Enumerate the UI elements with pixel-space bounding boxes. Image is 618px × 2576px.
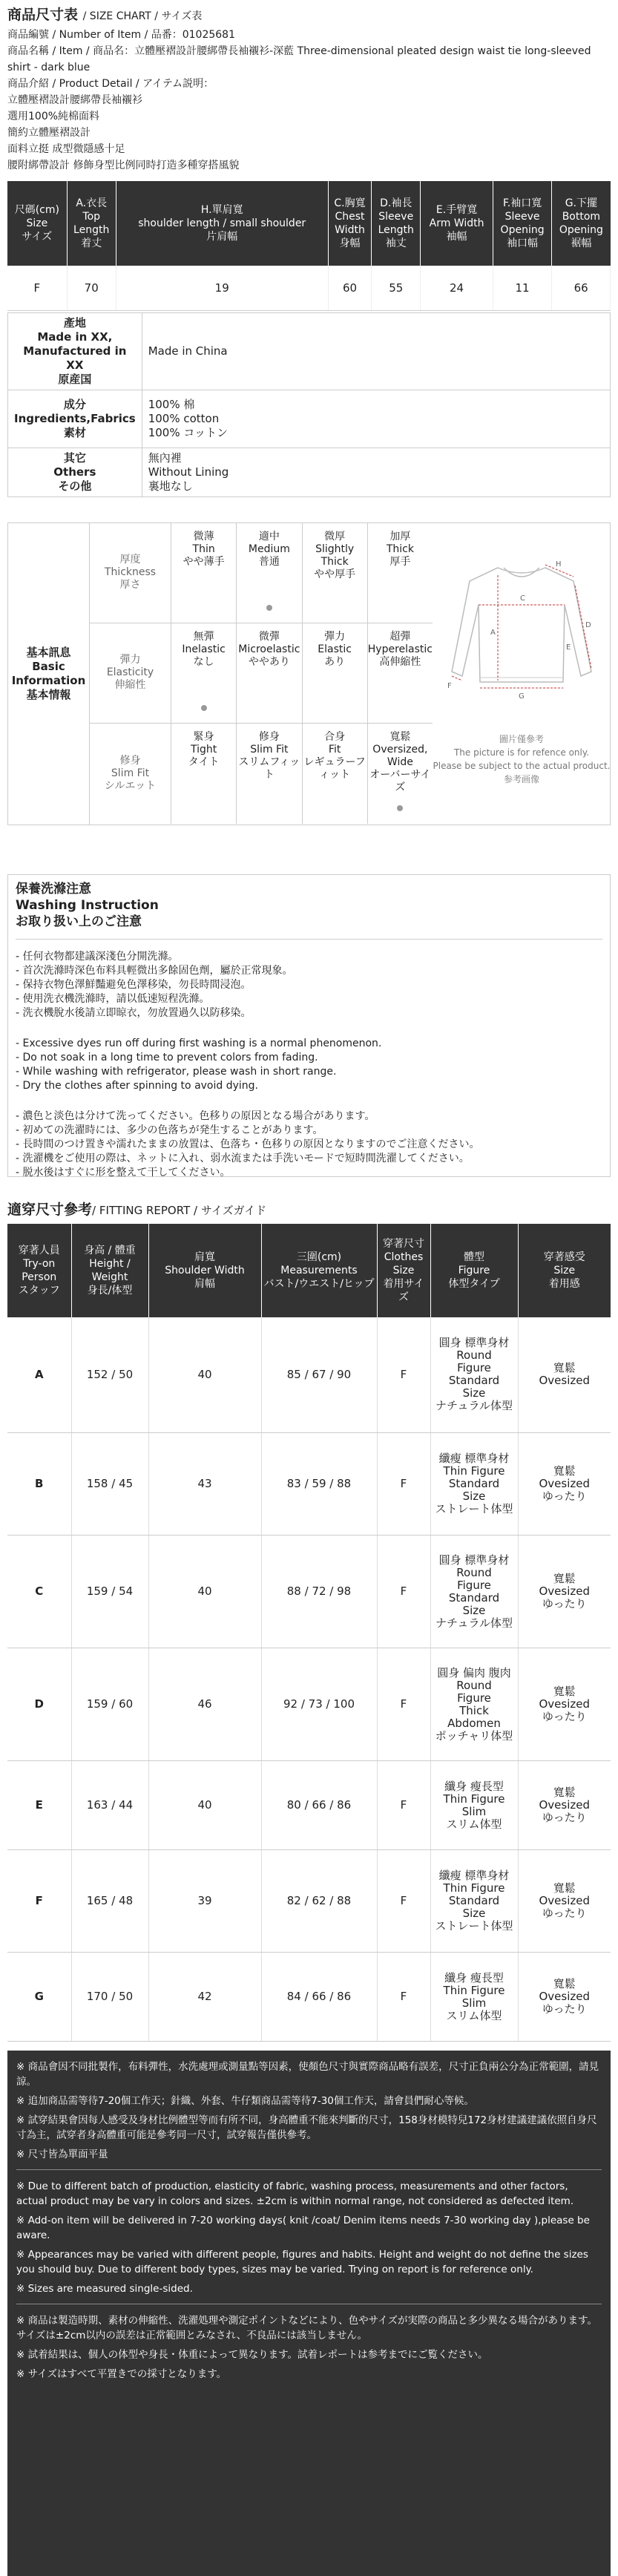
size-table-header-row <box>7 181 611 266</box>
fitting-cell: F <box>377 1648 430 1761</box>
size-table-header: 尺碼(cm) Size サイズ <box>7 181 67 266</box>
product-info-section <box>0 0 618 174</box>
washing-line: - Do not soak in a long time to prevent colors from fading. <box>16 1051 318 1063</box>
fitting-cell: 88 / 72 / 98 <box>261 1536 377 1648</box>
item-number: 商品編號 / Number of Item / 品番：01025681 <box>7 29 235 41</box>
washing-line: - 脱水後はすぐに形を整えて干してください。 <box>16 1166 231 1179</box>
fitting-cell: 寬鬆 Ovesized ゆったり <box>518 1536 611 1648</box>
table-row <box>7 1850 611 1953</box>
note-line: ※ 商品會因不同批製作，布料彈性，水洗處理或測量點等因素，使顏色尺寸與實際商品略有誤差，尺寸正負兩公分為正常範圍，請見諒。 <box>16 2061 599 2088</box>
table-row <box>7 1317 611 1433</box>
washing-line: - Dry the clothes after spinning to avoid dying. <box>16 1079 258 1092</box>
fitting-cell: B <box>7 1433 71 1536</box>
basic-info-option: 合身 Fit レギュラーフィット <box>303 724 368 824</box>
fitting-cell: 84 / 66 / 86 <box>261 1953 377 2042</box>
size-table-header: D.袖長 Sleeve Length 袖丈 <box>372 181 421 266</box>
basic-info-option: 微厚 Slightly Thick やや厚手 <box>303 523 368 623</box>
size-cell: 60 <box>328 266 372 310</box>
table-row <box>7 1761 611 1850</box>
fitting-cell: 80 / 66 / 86 <box>261 1761 377 1850</box>
fitting-cell: 40 <box>148 1536 261 1648</box>
garment-figure <box>433 523 611 825</box>
fitting-cell: 85 / 67 / 90 <box>261 1317 377 1433</box>
table-row <box>7 1648 611 1761</box>
size-table-header: G.下擺 Bottom Opening 裾幅 <box>552 181 611 266</box>
fitting-cell: F <box>377 1850 430 1953</box>
basic-info-option: 微薄 Thin やや薄手 <box>171 523 237 623</box>
washing-line: - 初めての洗濯時には、多少の色落ちが発生することがあります。 <box>16 1124 323 1136</box>
product-detail-item: 面料立挺 成型微隱感十足 <box>7 143 125 155</box>
basic-info-row-head: 修身 Slim Fit シルエット <box>90 724 171 824</box>
basic-info-option: 寬鬆 Oversized, Wide オーバーサイズ <box>368 724 433 824</box>
fitting-cell: 纖瘦 標準身材 Thin Figure Standard Size ストレート体型 <box>430 1850 518 1953</box>
fitting-cell: G <box>7 1953 71 2042</box>
basic-info-option: 緊身 Tight タイト <box>171 724 237 824</box>
selected-indicator-icon <box>201 705 207 711</box>
washing-line: - Excessive dyes run off during first washing is a normal phenomenon. <box>16 1037 382 1049</box>
fitting-cell: 159 / 54 <box>71 1536 148 1648</box>
washing-en <box>16 1037 602 1093</box>
table-row <box>7 1433 611 1536</box>
fitting-cell: 83 / 59 / 88 <box>261 1433 377 1536</box>
fitting-cell: 寬鬆 Ovesized ゆったり <box>518 1433 611 1536</box>
fitting-cell: F <box>7 1850 71 1953</box>
product-detail-item: 立體壓褶設計腰綁帶長袖襯衫 <box>7 94 142 106</box>
note-line: ※ 商品は製造時期、素材の伸縮性、洗濯処理や測定ポイントなどにより、色やサイズが実際の商品と多少異なる場合があります。サイズは±2cm以内の誤差は正常範囲とみなされ、不良品には該当しません。 <box>16 2315 597 2341</box>
note-line: ※ 試着結果は、個人の体型や身長・体重によって異なります。試着レポートは参考までにご覧ください。 <box>16 2349 488 2361</box>
materials-value: 無內裡 Without Lining 裏地なし <box>142 448 610 496</box>
size-cell: F <box>7 266 67 310</box>
fitting-cell: 92 / 73 / 100 <box>261 1648 377 1761</box>
fitting-cell: 43 <box>148 1433 261 1536</box>
basic-info-option: 微彈 Microelastic ややあり <box>237 623 302 723</box>
basic-info-row-head: 厚度 Thickness 厚さ <box>90 523 171 623</box>
washing-ja <box>16 1110 602 1180</box>
product-detail-item: 簡約立體壓褶設計 <box>7 127 91 139</box>
fitting-cell: 165 / 48 <box>71 1850 148 1953</box>
washing-line: - 洗衣機脫水後請立即晾衣，勿放置過久以防移染。 <box>16 1006 252 1019</box>
size-cell: 70 <box>67 266 116 310</box>
fitting-cell: F <box>377 1953 430 2042</box>
fitting-table-header: 體型 Figure 体型タイプ <box>430 1224 518 1317</box>
basic-info-row <box>90 523 433 623</box>
basic-info-option: 彈力 Elastic あり <box>303 623 368 723</box>
notes-zh <box>16 2059 602 2162</box>
washing-line: - While washing with refrigerator, please wash in short range. <box>16 1065 337 1078</box>
notes-section <box>7 2051 611 2576</box>
basic-info-section <box>7 522 611 825</box>
basic-info-option: 修身 Slim Fit スリムフィット <box>237 724 302 824</box>
materials-row <box>8 312 611 390</box>
svg-text:G: G <box>519 692 525 701</box>
size-table-header: A.衣長 Top Length 着丈 <box>67 181 116 266</box>
fitting-cell: F <box>377 1317 430 1433</box>
size-table-header: E.手臂寬 Arm Width 袖幅 <box>421 181 493 266</box>
note-line: ※ Sizes are measured single-sided. <box>16 2283 193 2295</box>
fitting-cell: 163 / 44 <box>71 1761 148 1850</box>
basic-info-row-head: 彈力 Elasticity 伸縮性 <box>90 623 171 723</box>
size-cell: 11 <box>493 266 551 310</box>
fitting-cell: 152 / 50 <box>71 1317 148 1433</box>
selected-indicator-icon <box>266 605 272 611</box>
materials-label: 其它 Others その他 <box>8 448 142 496</box>
fitting-cell: C <box>7 1536 71 1648</box>
size-cell: 19 <box>116 266 328 310</box>
fitting-cell: A <box>7 1317 71 1433</box>
size-chart-title: 商品尺寸表 / SIZE CHART / サイズ表 <box>7 7 203 23</box>
fitting-cell: 40 <box>148 1317 261 1433</box>
fitting-cell: 寬鬆 Ovesized ゆったり <box>518 1850 611 1953</box>
svg-text:C: C <box>520 594 525 603</box>
fitting-cell: 寬鬆 Ovesized <box>518 1317 611 1433</box>
basic-info-option: 加厚 Thick 厚手 <box>386 530 414 568</box>
svg-text:E: E <box>566 643 571 652</box>
selected-indicator-icon <box>397 805 403 811</box>
materials-label: 產地 Made in XX, Manufactured in XX 原産国 <box>8 312 142 390</box>
basic-info-row <box>90 623 433 724</box>
size-cell: 24 <box>421 266 493 310</box>
washing-title: 保養洗滌注意 Washing Instruction お取り扱い上のご注意 <box>16 881 159 929</box>
fitting-cell: 寬鬆 Ovesized ゆったり <box>518 1648 611 1761</box>
materials-value: Made in China <box>142 312 610 390</box>
size-cell: 66 <box>552 266 611 310</box>
fitting-cell: 圓身 偏肉 腹肉 Round Figure Thick Abdomen ポッチャリ体型 <box>430 1648 518 1761</box>
fitting-table-header: 三圍(cm) Measurements バスト/ウエスト/ヒップ <box>261 1224 377 1317</box>
figure-caption: 圖片僅參考 The picture is for refence only. Please be subject to the actual product. 参考画像 <box>433 733 611 784</box>
washing-line: - 任何衣物都建議深淺色分開洗滌。 <box>16 950 179 963</box>
sweatshirt-diagram-icon <box>433 523 611 731</box>
fitting-cell: 40 <box>148 1761 261 1850</box>
fitting-table-header: 穿著人員 Try-on Person スタッフ <box>7 1224 71 1317</box>
svg-text:D: D <box>585 620 591 629</box>
materials-row <box>8 448 611 496</box>
fitting-table-header-row <box>7 1224 611 1317</box>
fitting-cell: 39 <box>148 1850 261 1953</box>
basic-info-option: 無彈 Inelastic なし <box>171 623 237 723</box>
fitting-cell: F <box>377 1761 430 1850</box>
note-line: ※ 尺寸皆為單面平量 <box>16 2149 108 2160</box>
product-detail-list <box>7 92 611 174</box>
washing-zh <box>16 950 602 1020</box>
fitting-cell: 170 / 50 <box>71 1953 148 2042</box>
washing-line: - 濃色と淡色は分けて洗ってください。色移りの原因となる場合があります。 <box>16 1110 375 1122</box>
fitting-cell: D <box>7 1648 71 1761</box>
size-table-header: H.單肩寬 shoulder length / small shoulder 片肩幅 <box>116 181 328 266</box>
basic-info-label: 基本訊息 Basic Information 基本情報 <box>8 523 90 825</box>
washing-instruction-section <box>7 874 611 1177</box>
fitting-cell: 纖瘦 標準身材 Thin Figure Standard Size ストレート体型 <box>430 1433 518 1536</box>
table-row <box>7 266 611 310</box>
fitting-cell: 42 <box>148 1953 261 2042</box>
fitting-cell: F <box>377 1536 430 1648</box>
fitting-cell: 圓身 標準身材 Round Figure Standard Size ナチュラル体型 <box>430 1536 518 1648</box>
size-table-header: C.胸寬 Chest Width 身幅 <box>328 181 372 266</box>
svg-text:H: H <box>556 560 562 568</box>
fitting-cell: 圓身 標準身材 Round Figure Standard Size ナチュラル体型 <box>430 1317 518 1433</box>
fitting-cell: 纖身 瘦長型 Thin Figure Slim スリム体型 <box>430 1953 518 2042</box>
notes-ja <box>16 2313 602 2382</box>
note-line: ※ Due to different batch of production, elasticity of fabric, washing process, measurements and other factors, actual product may be vary in colors and sizes. ±2cm is within normal range, not considered as defected item. <box>16 2180 574 2207</box>
fitting-cell: 寬鬆 Ovesized ゆったり <box>518 1953 611 2042</box>
size-table-header: F.袖口寬 Sleeve Opening 袖口幅 <box>493 181 551 266</box>
note-line: ※ サイズはすべて平置きでの採寸となります。 <box>16 2368 227 2380</box>
washing-line: - 首次洗滌時深色布料具輕微出多餘固色劑，屬於正常現象。 <box>16 964 293 977</box>
materials-label: 成分 Ingredients,Fabrics 素材 <box>8 390 142 448</box>
washing-line: - 使用洗衣機洗滌時，請以低速短程洗滌。 <box>16 992 210 1005</box>
product-detail-item: 選用100%純棉面料 <box>7 111 100 122</box>
table-row <box>7 1536 611 1648</box>
fitting-table-header: 肩寬 Shoulder Width 肩幅 <box>148 1224 261 1317</box>
svg-text:F: F <box>447 681 452 690</box>
table-row <box>7 1953 611 2042</box>
fitting-cell: F <box>377 1433 430 1536</box>
fitting-report-title: 適穿尺寸參考/ FITTING REPORT / サイズガイド <box>7 1201 267 1218</box>
basic-info-option: 超彈 Hyperelastic 高伸縮性 <box>367 630 433 668</box>
note-line: ※ Add-on item will be delivered in 7-20 working days( knit /coat/ Denim items needs 7-30 working day ),please be aware. <box>16 2215 590 2241</box>
notes-en <box>16 2179 602 2296</box>
fitting-table-header: 身高 / 體重 Height / Weight 身長/体型 <box>71 1224 148 1317</box>
fitting-table <box>7 1224 611 2042</box>
fitting-cell: 82 / 62 / 88 <box>261 1850 377 1953</box>
fitting-table-header: 穿著感受 Size 着用感 <box>518 1224 611 1317</box>
fitting-cell: 158 / 45 <box>71 1433 148 1536</box>
fitting-table-header: 穿著尺寸 Clothes Size 着用サイズ <box>377 1224 430 1317</box>
materials-row <box>8 390 611 448</box>
item-name: 商品名稱 / Item / 商品名：立體壓褶設計腰綁帶長袖襯衫-深藍 Three-dimensional pleated design waist tie long-sleeved shirt - dark blue <box>7 45 591 73</box>
note-line: ※ Appearances may be varied with different people, figures and habits. Height and weight do not define the sizes you should buy. Due to different body types, sizes may be varied. Trying on report is for reference only. <box>16 2249 588 2275</box>
basic-info-row <box>90 724 433 824</box>
svg-text:A: A <box>490 628 496 637</box>
fitting-cell: 46 <box>148 1648 261 1761</box>
product-detail-item: 腰附綁帶設計 修飾身型比例同時打造多種穿搭風貌 <box>7 160 240 171</box>
washing-line: - 長時間のつけ置きや濡れたままの放置は、色落ち・色移りの原因となりますのでご注意ください。 <box>16 1138 480 1150</box>
size-cell: 55 <box>372 266 421 310</box>
materials-value: 100% 棉 100% cotton 100% コットン <box>142 390 610 448</box>
size-table <box>7 181 611 311</box>
washing-line: - 洗濯機をご使用の際は、ネットに入れ、弱水流または手洗いモードで短時間洗濯してください。 <box>16 1152 470 1164</box>
fitting-cell: 159 / 60 <box>71 1648 148 1761</box>
basic-info-grid <box>90 523 433 825</box>
product-detail-label: 商品介紹 / Product Detail / アイテム説明： <box>7 78 214 90</box>
basic-info-option: 適中 Medium 普通 <box>237 523 302 623</box>
note-line: ※ 追加商品需等待7-20個工作天；針織、外套、牛仔類商品需等待7-30個工作天，請會員們耐心等候。 <box>16 2095 474 2107</box>
materials-table <box>7 312 611 497</box>
fitting-cell: 纖身 瘦長型 Thin Figure Slim スリム体型 <box>430 1761 518 1850</box>
washing-line: - 保持衣物色澤鮮豔避免色澤移染，勿長時間浸泡。 <box>16 978 252 991</box>
note-line: ※ 試穿結果會因每人感受及身材比例體型等而有所不同，身高體重不能來判斷的尺寸，158身材模特兒172身材建議建議依照自身尺寸為主，試穿者身高體重可能是參考同一尺寸，試穿報告僅供參考。 <box>16 2114 597 2141</box>
fitting-cell: E <box>7 1761 71 1850</box>
fitting-cell: 寬鬆 Ovesized ゆったり <box>518 1761 611 1850</box>
